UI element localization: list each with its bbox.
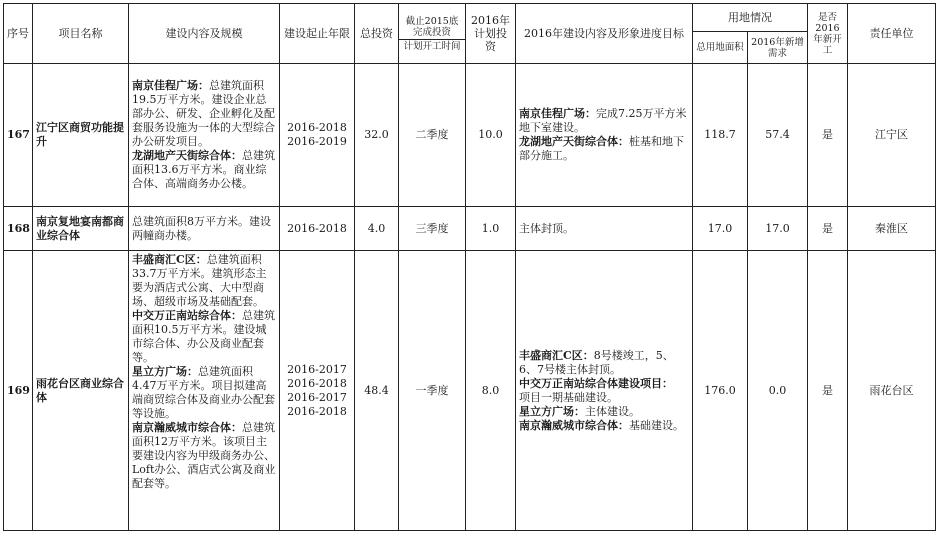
row-is-new: 是	[808, 64, 848, 207]
content-item-title: 星立方广场：	[132, 365, 198, 378]
row-start-time: 三季度	[399, 207, 466, 251]
header-unit: 责任单位	[848, 4, 936, 64]
header-land-total: 总用地面积	[693, 32, 748, 64]
goal-item-title: 星立方广场：	[519, 404, 585, 418]
row-seq: 167	[4, 64, 33, 207]
header-seq: 序号	[4, 4, 33, 64]
header-land-new: 2016年新增需求	[748, 32, 808, 64]
row-is-new: 是	[808, 251, 848, 531]
header-new2016: 是否2016年新开工	[808, 4, 848, 64]
header-start-time: 计划开工时间	[403, 40, 461, 52]
goal-item-text: 项目一期基础建设。	[519, 390, 618, 404]
row-land-total: 176.0	[693, 251, 748, 531]
row-content	[129, 64, 280, 207]
row-investment: 4.0	[355, 207, 399, 251]
goal-item-text: 8号楼竣工，5、6、7号楼主体封顶。	[519, 348, 674, 376]
row-unit: 江宁区	[848, 64, 936, 207]
goal-item-text: 完成7.25万平方米地下室建设。	[519, 107, 687, 134]
content-item-text: 总建筑面积33.7万平方米。建筑形态主要为酒店式公寓、大中型商场、超级市场及基础配套。	[132, 253, 267, 308]
content-item-text: 总建筑面积4.47万平方米。项目拟建高端商贸综合体及商业办公配套等设施。	[132, 365, 275, 420]
content-item-text: 总建筑面积10.5万平方米。建设城市综合体、办公及商业配套等。	[132, 309, 275, 364]
content-item-title: 龙湖地产天街综合体：	[132, 149, 242, 162]
row-goal-2016: 主体封顶。	[516, 207, 693, 251]
header-investment: 总投资	[355, 4, 399, 64]
row-seq: 168	[4, 207, 33, 251]
content-item-title: 南京佳程广场：	[132, 79, 209, 92]
row-period	[280, 207, 355, 251]
content-item-text: 总建筑面积19.5万平方米。建设企业总部办公、研发、企业孵化及配套服务设施为一体的大型综合办公研发项目。	[132, 79, 275, 148]
period-value: 2016-2018	[287, 376, 347, 390]
header-period: 建设起止年限	[280, 4, 355, 64]
header-content: 建设内容及规模	[129, 4, 280, 64]
row-land-new: 0.0	[748, 251, 808, 531]
goal-item-title: 南京瀚威城市综合体：	[519, 418, 629, 432]
content-item-title: 南京瀚威城市综合体：	[132, 421, 242, 434]
period-value: 2016-2017	[287, 362, 347, 376]
period-value: 2016-2017	[287, 390, 347, 404]
goal-item-text: 桩基和地下部分施工。	[519, 135, 684, 162]
row-period	[280, 251, 355, 531]
period-value: 2016-2018	[287, 404, 347, 418]
row-land-total: 118.7	[693, 64, 748, 207]
table-row	[4, 207, 936, 251]
row-content	[129, 251, 280, 531]
row-plan-2016: 8.0	[466, 251, 516, 531]
row-unit: 秦淮区	[848, 207, 936, 251]
row-content: 总建筑面积8万平方米。建设两幢商办楼。	[129, 207, 280, 251]
header-cum2015-top: 截止2015底完成投资	[399, 15, 465, 40]
row-investment: 48.4	[355, 251, 399, 531]
row-goal-2016	[516, 64, 693, 207]
row-seq: 169	[4, 251, 33, 531]
table-row	[4, 251, 936, 531]
row-start-time: 二季度	[399, 64, 466, 207]
row-project-name: 雨花台区商业综合体	[33, 251, 129, 531]
goal-item-text: 主体建设。	[585, 404, 640, 418]
header-plan2016: 2016年计划投资	[466, 4, 516, 64]
content-item-text: 总建筑面积13.6万平方米。商业综合体、高端商务办公楼。	[132, 149, 275, 190]
row-project-name: 南京复地宴南都商业综合体	[33, 207, 129, 251]
goal-item-title: 龙湖地产天街综合体：	[519, 135, 629, 148]
period-value: 2016-2018	[287, 221, 347, 235]
row-land-total: 17.0	[693, 207, 748, 251]
row-start-time: 一季度	[399, 251, 466, 531]
row-project-name: 江宁区商贸功能提升	[33, 64, 129, 207]
header-goal2016: 2016年建设内容及形象进度目标	[516, 4, 693, 64]
project-table	[3, 3, 936, 531]
period-value: 2016-2019	[287, 135, 347, 148]
row-is-new: 是	[808, 207, 848, 251]
goal-item-text: 基础建设。	[629, 418, 684, 432]
period-value: 2016-2018	[287, 121, 347, 134]
goal-item-title: 丰盛商汇C区：	[519, 348, 594, 362]
row-plan-2016: 1.0	[466, 207, 516, 251]
header-land: 用地情况	[693, 4, 808, 32]
row-investment: 32.0	[355, 64, 399, 207]
row-land-new: 17.0	[748, 207, 808, 251]
goal-item-title: 南京佳程广场：	[519, 107, 596, 120]
header-cum2015	[399, 4, 466, 64]
row-land-new: 57.4	[748, 64, 808, 207]
row-goal-2016	[516, 251, 693, 531]
content-item-title: 中交万正南站综合体：	[132, 309, 242, 322]
goal-item-title: 中交万正南站综合体建设项目：	[519, 376, 673, 390]
header-name: 项目名称	[33, 4, 129, 64]
row-plan-2016: 10.0	[466, 64, 516, 207]
row-period	[280, 64, 355, 207]
content-item-text: 总建筑面积12万平方米。该项目主要建设内容为甲级商务办公、Loft办公、酒店式公寓及商业配套等。	[132, 421, 276, 490]
content-item-title: 丰盛商汇C区：	[132, 253, 207, 266]
row-unit: 雨花台区	[848, 251, 936, 531]
table-row	[4, 64, 936, 207]
